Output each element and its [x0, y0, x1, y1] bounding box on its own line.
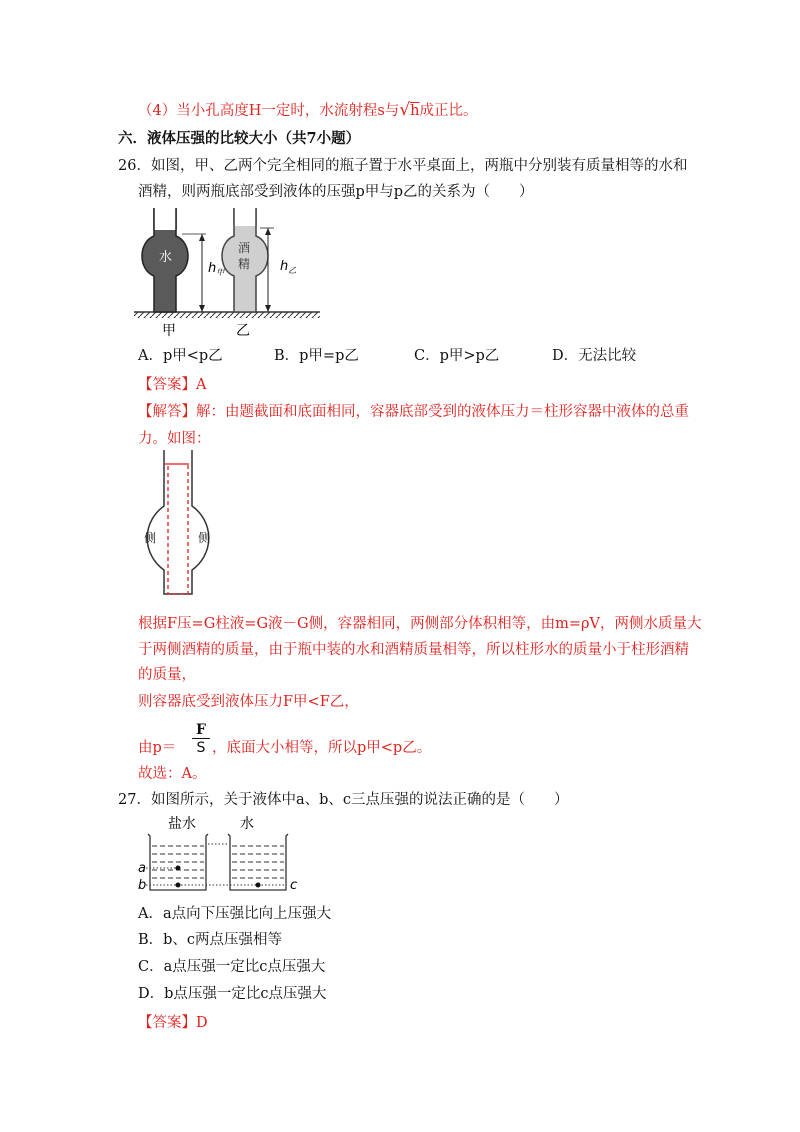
bottle-right-label-2: 精: [238, 257, 251, 271]
liquid-right: [232, 846, 284, 878]
q26-option-b: B．p甲=p乙: [274, 348, 359, 364]
q27-option-c: C．a点压强一定比c点压强大: [138, 959, 326, 975]
fraction-numerator: F: [196, 722, 206, 738]
label-yi: 乙: [236, 323, 250, 338]
q26-solution-figure: [138, 448, 238, 596]
q27-option-b: B．b、c两点压强相等: [138, 932, 283, 948]
q26-formula-prefix: 由p＝: [138, 740, 177, 756]
q26-solution-line2: 力。如图：: [138, 431, 211, 447]
q26-calc-line1: 根据F压=G柱液=G液－G侧，容器相同，两侧部分体积相等，由m=ρV，两侧水质量大: [138, 616, 702, 632]
label-b: b: [138, 878, 147, 893]
q27-option-d: D．b点压强一定比c点压强大: [138, 986, 327, 1002]
solution-dashed-column: [168, 464, 188, 594]
fraction-denominator: S: [196, 740, 206, 756]
point-a: [176, 866, 181, 871]
q26-option-c: C．p甲>p乙: [414, 348, 500, 364]
q26-stem-line1: 26．如图，甲、乙两个完全相同的瓶子置于水平桌面上，两瓶中分别装有质量相等的水和: [118, 158, 688, 174]
q26-bottles-figure: [134, 208, 324, 338]
bottle-left-label: 水: [159, 250, 173, 265]
q26-option-d: D．无法比较: [552, 348, 637, 364]
point-b: [176, 883, 181, 888]
side-label-right: 侧: [198, 531, 211, 545]
label-c: c: [290, 878, 298, 893]
q26-final: 故选：A。: [138, 766, 207, 782]
h-right-label: $h_乙$: [280, 259, 297, 275]
q26-answer: 【答案】A: [138, 377, 207, 393]
q26-solution-line1: 【解答】解：由题截面和底面相同，容器底部受到的液体压力＝柱形容器中液体的总重: [138, 404, 689, 420]
q26-option-a: A．p甲<p乙: [138, 348, 223, 364]
q27-answer: 【答案】D: [138, 1015, 208, 1031]
h-left-label: $h_甲$: [208, 261, 225, 277]
sqrt-radicand: h: [410, 103, 420, 119]
bottle-right-label-1: 酒: [238, 241, 251, 255]
q27-beakers-figure: [134, 812, 314, 894]
point-c: [256, 883, 261, 888]
beaker-left-label: 盐水: [168, 816, 196, 832]
prev-conclusion: （4）当小孔高度H一定时，水流射程s与√h成正比。: [138, 100, 478, 120]
ground-hatch: [134, 312, 320, 318]
q27-stem: 27．如图所示，关于液体中a、b、c三点压强的说法正确的是（ ）: [118, 792, 569, 808]
q26-stem-line2: 酒精，则两瓶底部受到液体的压强p甲与p乙的关系为（ ）: [138, 184, 534, 200]
side-label-left: 侧: [144, 531, 157, 545]
q26-calc-line4: 则容器底受到液体压力F甲<F乙，: [138, 694, 359, 710]
q27-option-a: A．a点向下压强比向上压强大: [138, 906, 332, 922]
label-jia: 甲: [162, 323, 176, 338]
solution-bottle-outline: [147, 450, 209, 594]
label-a: a: [138, 861, 146, 876]
q26-fraction: [192, 722, 210, 757]
sqrt-symbol: √: [399, 100, 411, 120]
liquid-left: [152, 846, 204, 878]
q26-calc-line3: 的质量，: [138, 667, 196, 683]
q26-formula-suffix: ，底面大小相等，所以p甲<p乙。: [212, 740, 432, 756]
beaker-right-label: 水: [240, 816, 254, 832]
q26-calc-line2: 于两侧酒精的质量，由于瓶中装的水和酒精质量相等，所以柱形水的质量小于柱形酒精: [138, 642, 689, 658]
section-title: 六．液体压强的比较大小（共7小题）: [118, 130, 361, 147]
